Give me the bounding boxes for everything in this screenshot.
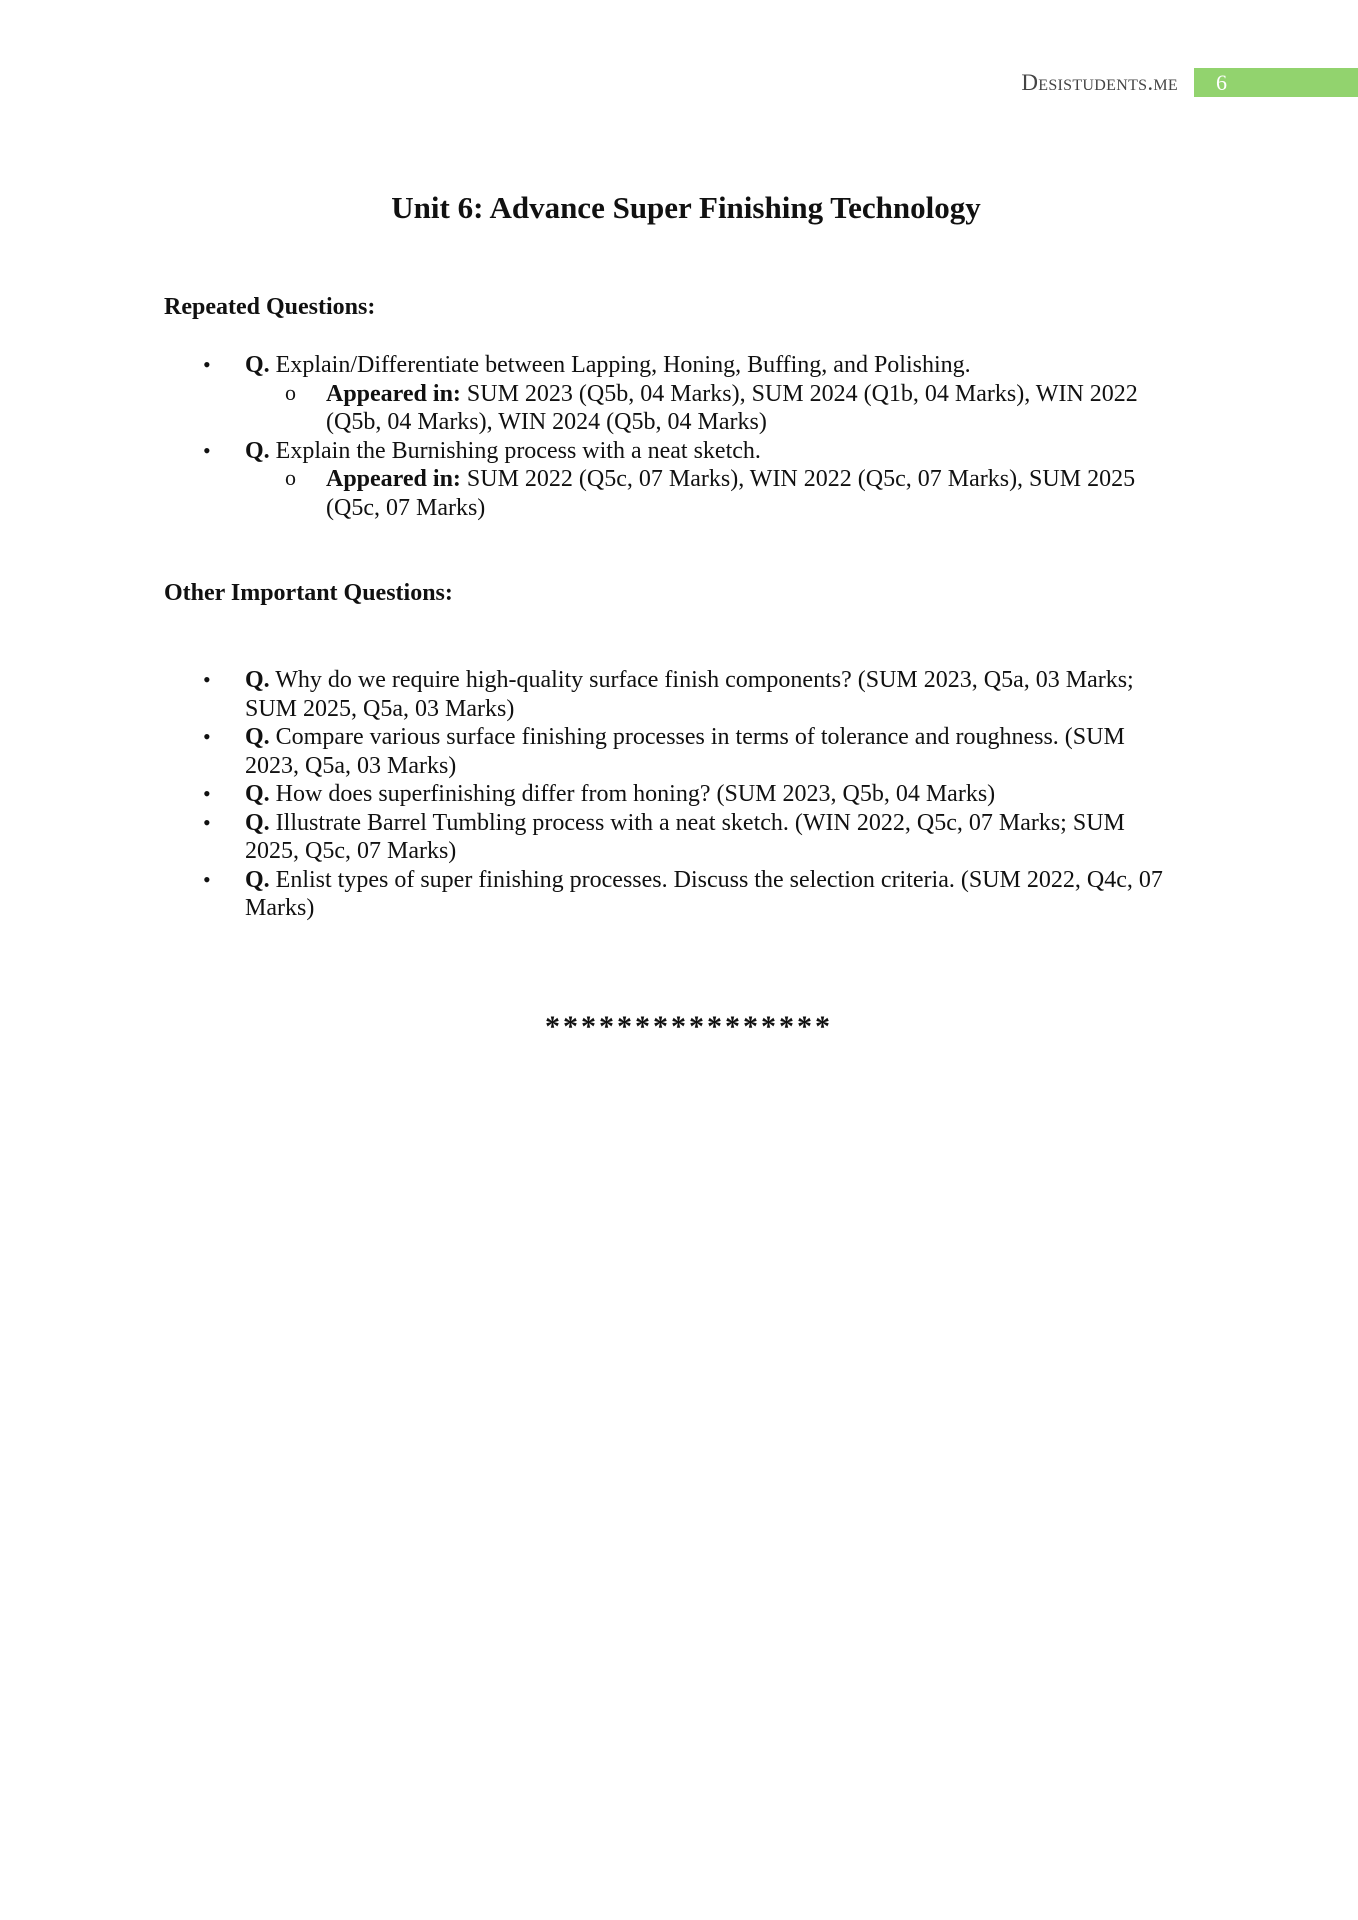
question-marker: Q.: [245, 437, 270, 464]
appeared-item: [245, 465, 1174, 522]
appeared-label: Appeared in:: [326, 380, 461, 407]
list-item: [0, 723, 1175, 780]
question-text: Why do we require high-quality surface finish components? (SUM 2023, Q5a, 03 Marks; SUM 2025, Q5a, 03 Marks): [245, 667, 1134, 722]
list-item: [0, 437, 1175, 523]
list-item: [0, 666, 1175, 723]
page-number: 6: [1194, 68, 1358, 97]
list-item: [0, 866, 1175, 923]
circle-bullet-icon: o: [285, 465, 296, 490]
repeated-questions-heading: Repeated Questions:: [164, 294, 376, 320]
page-header: [1021, 68, 1358, 97]
question-text: Compare various surface finishing processes in terms of tolerance and roughness. (SUM 2023, Q5a, 03 Marks): [245, 724, 1125, 779]
question-marker: Q.: [245, 866, 270, 893]
question-marker: Q.: [245, 667, 270, 693]
bullet-icon: •: [203, 866, 211, 892]
question-marker: Q.: [245, 724, 270, 750]
appeared-item: [245, 380, 1174, 437]
bullet-icon: •: [203, 781, 211, 806]
site-name: Desistudents.me: [1021, 70, 1178, 95]
question-text: Illustrate Barrel Tumbling process with a neat sketch. (WIN 2022, Q5c, 07 Marks; SUM 2025, Q5c, 07 Marks): [245, 809, 1125, 864]
other-questions-list: [0, 666, 1358, 923]
appeared-text: SUM 2022 (Q5c, 07 Marks), WIN 2022 (Q5c, 07 Marks), SUM 2025 (Q5c, 07 Marks): [326, 466, 1136, 521]
appeared-sublist: [245, 465, 1175, 522]
bullet-icon: •: [203, 724, 211, 749]
list-item: [0, 780, 1175, 809]
appeared-sublist: [245, 380, 1175, 437]
question-text: Explain the Burnishing process with a neat sketch.: [269, 437, 761, 464]
section-separator: ****************: [545, 1010, 833, 1043]
appeared-text: SUM 2023 (Q5b, 04 Marks), SUM 2024 (Q1b, 04 Marks), WIN 2022 (Q5b, 04 Marks), WIN 2024 (Q5b, 04 Marks): [326, 380, 1138, 435]
list-item: [0, 809, 1175, 866]
bullet-icon: •: [203, 809, 211, 835]
question-text: Explain/Differentiate between Lapping, Honing, Buffing, and Polishing.: [269, 352, 971, 378]
question-text: Enlist types of super finishing processes. Discuss the selection criteria. (SUM 2022, Q4c, 07 Marks): [245, 866, 1163, 921]
question-marker: Q.: [245, 781, 270, 807]
question-marker: Q.: [245, 352, 270, 378]
bullet-icon: •: [203, 667, 211, 692]
bullet-icon: •: [203, 352, 211, 377]
circle-bullet-icon: o: [285, 379, 296, 405]
bullet-icon: •: [203, 437, 211, 463]
repeated-questions-list: [0, 351, 1358, 522]
other-questions-heading: Other Important Questions:: [164, 580, 453, 606]
question-text: How does superfinishing differ from honing? (SUM 2023, Q5b, 04 Marks): [269, 781, 996, 807]
question-marker: Q.: [245, 809, 270, 836]
appeared-label: Appeared in:: [326, 466, 461, 492]
list-item: [0, 351, 1175, 437]
page-title: Unit 6: Advance Super Finishing Technology: [391, 190, 981, 225]
